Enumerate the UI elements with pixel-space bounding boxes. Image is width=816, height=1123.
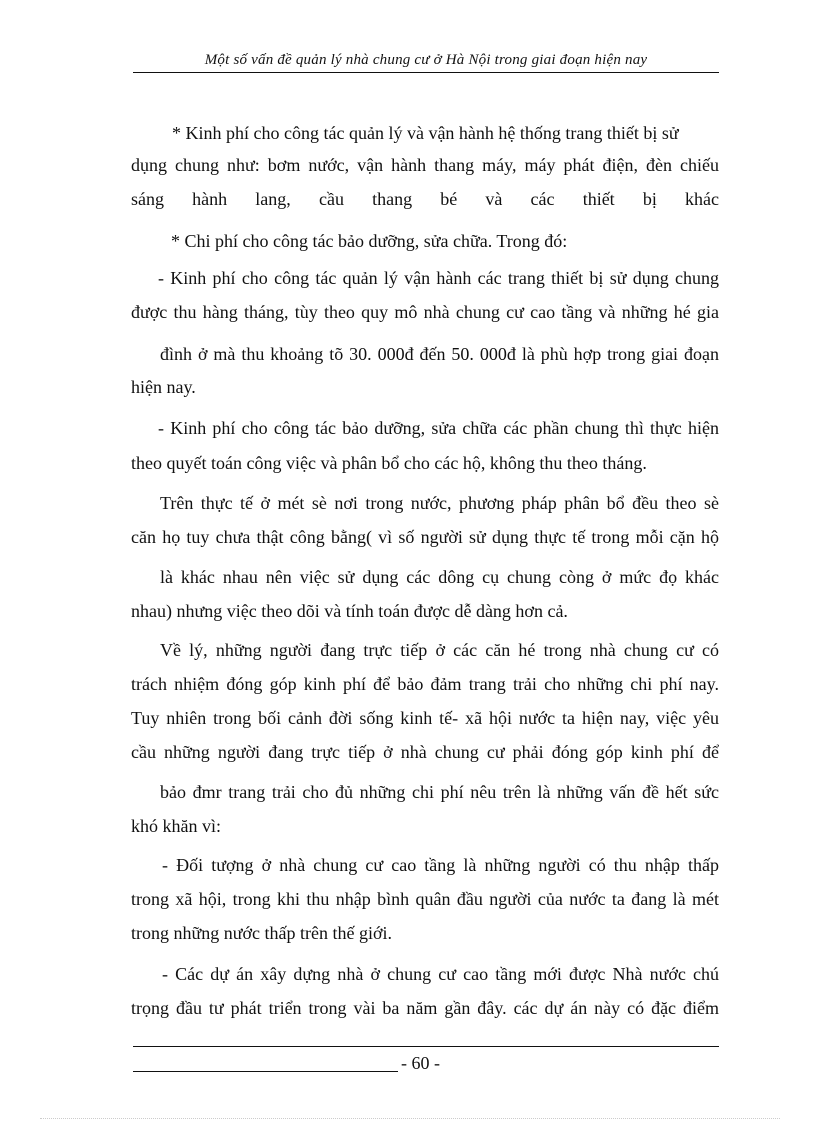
page-number: - 60 - xyxy=(401,1053,440,1073)
body-line: * Chi phí cho công tác bảo dưỡng, sửa chữa. Trong đó: xyxy=(171,231,568,251)
body-line: đình ở mà thu khoảng tõ 30. 000đ đến 50. 000đ là phù hợp trong giai đoạn xyxy=(160,344,719,364)
body-line: Trên thực tế ở mét sè nơi trong nước, phương pháp phân bổ đều theo sè xyxy=(160,493,719,513)
body-line: Về lý, những người đang trực tiếp ở các căn hé trong nhà chung cư có xyxy=(160,640,719,660)
body-line: trong những nước thấp trên thế giới. xyxy=(131,923,392,943)
body-line: theo quyết toán công việc và phân bổ cho các hộ, không thu theo tháng. xyxy=(131,453,647,473)
body-line: - Đối tượng ở nhà chung cư cao tầng là những người có thu nhập thấp xyxy=(162,855,719,875)
body-line: dụng chung như: bơm nước, vận hành thang máy, máy phát điện, đèn chiếu xyxy=(131,155,719,175)
footer-rule xyxy=(133,1046,719,1047)
body-line: cầu những người đang trực tiếp ở nhà chung cư phải đóng góp kinh phí để xyxy=(131,742,719,762)
body-line: Tuy nhiên trong bối cảnh đời sống kinh tế- xã hội nước ta hiện nay, việc yêu xyxy=(131,708,719,728)
body-line: khó khăn vì: xyxy=(131,816,221,836)
body-line: * Kinh phí cho công tác quản lý và vận hành hệ thống trang thiết bị sử xyxy=(172,123,679,143)
body-line: sáng hành lang, cầu thang bé và các thiết bị khác xyxy=(131,189,719,209)
header-rule xyxy=(133,72,719,73)
body-line: hiện nay. xyxy=(131,377,196,397)
body-line: - Kinh phí cho công tác quản lý vận hành các trang thiết bị sử dụng chung xyxy=(158,268,719,288)
body-line: - Kinh phí cho công tác bảo dưỡng, sửa chữa các phần chung thì thực hiện xyxy=(158,418,719,438)
body-line: trong xã hội, trong khi thu nhập bình quân đầu người của nước ta đang là mét xyxy=(131,889,719,909)
body-line: căn họ tuy chưa thật công bằng( vì số người sử dụng thực tế trong mỗi cặn hộ xyxy=(131,527,719,547)
footer-underline xyxy=(133,1071,398,1072)
body-line: trọng đầu tư phát triển trong vài ba năm gần đây. các dự án này có đặc điểm xyxy=(131,998,719,1018)
running-header: Một số vấn đề quản lý nhà chung cư ở Hà Nội trong giai đoạn hiện nay xyxy=(204,52,648,68)
body-line: được thu hàng tháng, tùy theo quy mô nhà chung cư cao tầng và những hé gia xyxy=(131,302,719,322)
body-line: - Các dự án xây dựng nhà ở chung cư cao tầng mới được Nhà nước chú xyxy=(162,964,719,984)
body-line: bảo đmr trang trải cho đủ những chi phí nêu trên là những vấn đề hết sức xyxy=(160,782,719,802)
body-line: trách nhiệm đóng góp kinh phí để bảo đảm trang trải cho những chi phí nay. xyxy=(131,674,719,694)
page-edge-dots xyxy=(40,1118,780,1119)
body-line: là khác nhau nên việc sử dụng các dông cụ chung còng ở mức đọ khác xyxy=(160,567,719,587)
page-footer xyxy=(133,1052,719,1074)
body-line: nhau) nhưng việc theo dõi và tính toán được dễ dàng hơn cả. xyxy=(131,601,568,621)
